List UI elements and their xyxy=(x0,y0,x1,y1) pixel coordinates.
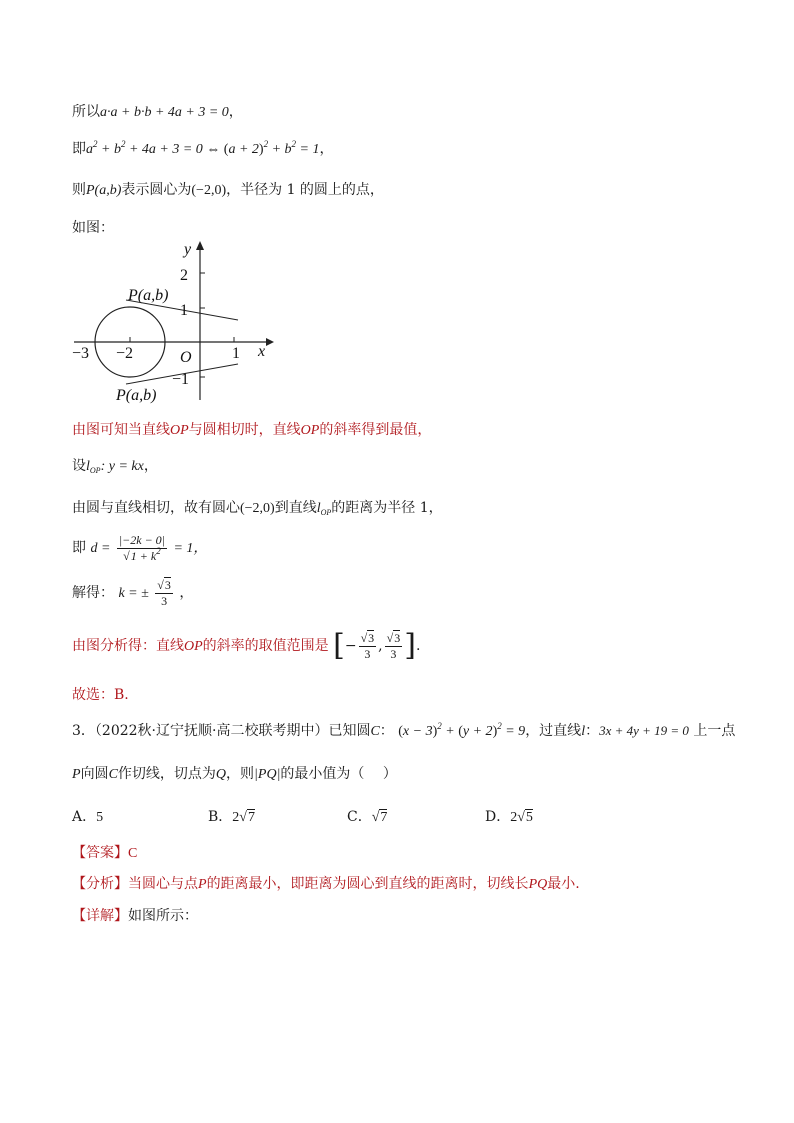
y-label: y xyxy=(184,241,192,258)
option-b[interactable]: B．2√7 xyxy=(208,809,255,825)
question-3-line-2 xyxy=(72,764,397,785)
question-source: （2022秋·辽宁抚顺·高二校联考期中） xyxy=(94,723,329,739)
tick-m2: −2 xyxy=(116,345,134,362)
text: ，半径为 1 的圆上的点， xyxy=(226,182,384,198)
answer-tag: 【答案】 xyxy=(72,845,128,861)
q-symbol: Q xyxy=(215,767,227,782)
x-arrow xyxy=(266,338,274,346)
text: 即 xyxy=(72,540,86,556)
c-symbol: C xyxy=(108,767,118,782)
fraction-denominator: $√1 + k^2$ xyxy=(123,545,161,563)
text: 当圆心与点 xyxy=(128,876,198,892)
text: 由图分析得：直线 xyxy=(72,638,184,654)
line-7 xyxy=(72,498,443,519)
l-subscript: OP xyxy=(89,466,101,475)
text: 由图可知当直线 xyxy=(72,422,170,438)
point-label: P(a,b) xyxy=(86,183,122,198)
pq-abs: |PQ| xyxy=(254,767,281,782)
line-10 xyxy=(72,628,420,665)
center-coord: (−2,0) xyxy=(191,183,227,198)
line-11: 故选：B. xyxy=(72,687,129,703)
text: 解得： xyxy=(72,585,114,601)
text: 向圆 xyxy=(80,766,109,782)
tick-m1: −1 xyxy=(172,371,190,388)
text: ， xyxy=(228,104,243,120)
k-symbol: k = ± xyxy=(118,586,149,601)
equation: a·a + b·b + 4a + 3 = 0 xyxy=(100,105,229,120)
fraction-numerator: √3 xyxy=(157,577,171,592)
option-a[interactable]: A．5 xyxy=(72,809,104,825)
detail-tag: 【详解】 xyxy=(72,908,128,924)
option-c[interactable]: C．√7 xyxy=(347,809,388,825)
text: ，则 xyxy=(226,766,255,782)
tick-2: 2 xyxy=(180,267,188,284)
text: 则 xyxy=(72,182,86,198)
text: 由圆与直线相切，故有圆心 xyxy=(72,500,240,516)
text: 设 xyxy=(72,458,86,474)
op-label: OP xyxy=(184,639,203,654)
text: 已知圆 xyxy=(328,723,371,739)
y-arrow xyxy=(196,241,204,250)
pq-symbol: PQ xyxy=(528,877,548,892)
answer-line xyxy=(72,843,137,864)
analysis-tag: 【分析】 xyxy=(72,876,128,892)
text: 到直线 xyxy=(274,500,317,516)
coordinate-figure xyxy=(70,238,280,404)
slope-range: [− $\frac{√3}{3}$ , $\frac{√3}{3}$ ]. xyxy=(333,628,421,663)
l-symbol: l xyxy=(581,724,586,739)
text: 的最小值为（ ） xyxy=(280,766,397,782)
detail-line xyxy=(72,906,198,926)
line-4: 如图： xyxy=(72,220,114,236)
tick-x1: 1 xyxy=(232,345,240,362)
l-symbol: l xyxy=(316,501,321,516)
text: ，过直线 xyxy=(525,723,582,739)
line-9 xyxy=(72,576,193,611)
text: 如图所示： xyxy=(128,908,198,924)
p-symbol: P xyxy=(72,767,81,782)
distance-fraction xyxy=(117,533,167,564)
p-symbol: P xyxy=(198,877,207,892)
equation: $a^2 + b^2 + 4a + 3 = 0$ ⇔ $(a + 2)^2 + b^2 = 1$ xyxy=(86,139,320,157)
line-8 xyxy=(72,531,207,566)
fraction-denominator: 3 xyxy=(161,593,168,608)
text: 表示圆心为 xyxy=(121,182,192,198)
line-2 xyxy=(72,139,334,160)
p-upper-label: P(a,b) xyxy=(128,287,169,304)
p-lower-label: P(a,b) xyxy=(116,387,157,404)
c-symbol: C xyxy=(370,724,380,739)
question-number: 3． xyxy=(72,723,95,739)
text: 的斜率的取值范围是 xyxy=(202,638,329,654)
text: 的距离为半径 1， xyxy=(331,500,443,516)
tick-1: 1 xyxy=(180,302,188,319)
text: 作切线，切点为 xyxy=(117,766,216,782)
text: = 1， xyxy=(173,541,208,556)
line-3 xyxy=(72,180,384,201)
circle-equation: $(x - 3)^2 + (y + 2)^2 = 9$ xyxy=(398,721,526,739)
text: ， xyxy=(143,458,158,474)
answer-value: C xyxy=(128,846,138,861)
center-coord: (−2,0) xyxy=(240,501,275,516)
text: 最小. xyxy=(547,876,580,892)
fraction-numerator: |−2k − 0| xyxy=(118,532,165,547)
op-label: OP xyxy=(300,423,320,438)
origin-label: O xyxy=(180,349,192,366)
option-d[interactable]: D．2√5 xyxy=(485,809,533,825)
text: 即 xyxy=(72,141,86,157)
analysis-line xyxy=(72,874,580,895)
line-6 xyxy=(72,456,158,477)
line-5 xyxy=(72,420,431,441)
equation: : y = kx xyxy=(100,459,144,474)
question-3-line-1: 3．（2022秋·辽宁抚顺·高二校联考期中）已知圆C： $(x - 3)^2 + (y + 2)^2 = 9$，过直线l：3x + 4y + 19 = 0 上一点 xyxy=(72,721,736,739)
text: 所以 xyxy=(72,104,100,120)
text: 的斜率得到最值， xyxy=(319,422,432,438)
l-symbol: l xyxy=(86,459,90,474)
k-fraction xyxy=(155,578,173,609)
text: 上一点 xyxy=(693,723,736,739)
text: ， xyxy=(319,141,334,157)
l-subscript: OP xyxy=(320,508,332,517)
line-1 xyxy=(72,102,243,123)
text: ， xyxy=(179,585,194,601)
d-symbol: d = xyxy=(90,541,111,556)
text: 与圆相切时，直线 xyxy=(188,422,301,438)
op-label: OP xyxy=(170,423,189,438)
line-equation: 3x + 4y + 19 = 0 xyxy=(599,723,689,738)
x-label: x xyxy=(258,343,266,360)
text: 的距离最小，即距离为圆心到直线的距离时，切线长 xyxy=(206,876,529,892)
tick-m3: −3 xyxy=(72,345,90,362)
